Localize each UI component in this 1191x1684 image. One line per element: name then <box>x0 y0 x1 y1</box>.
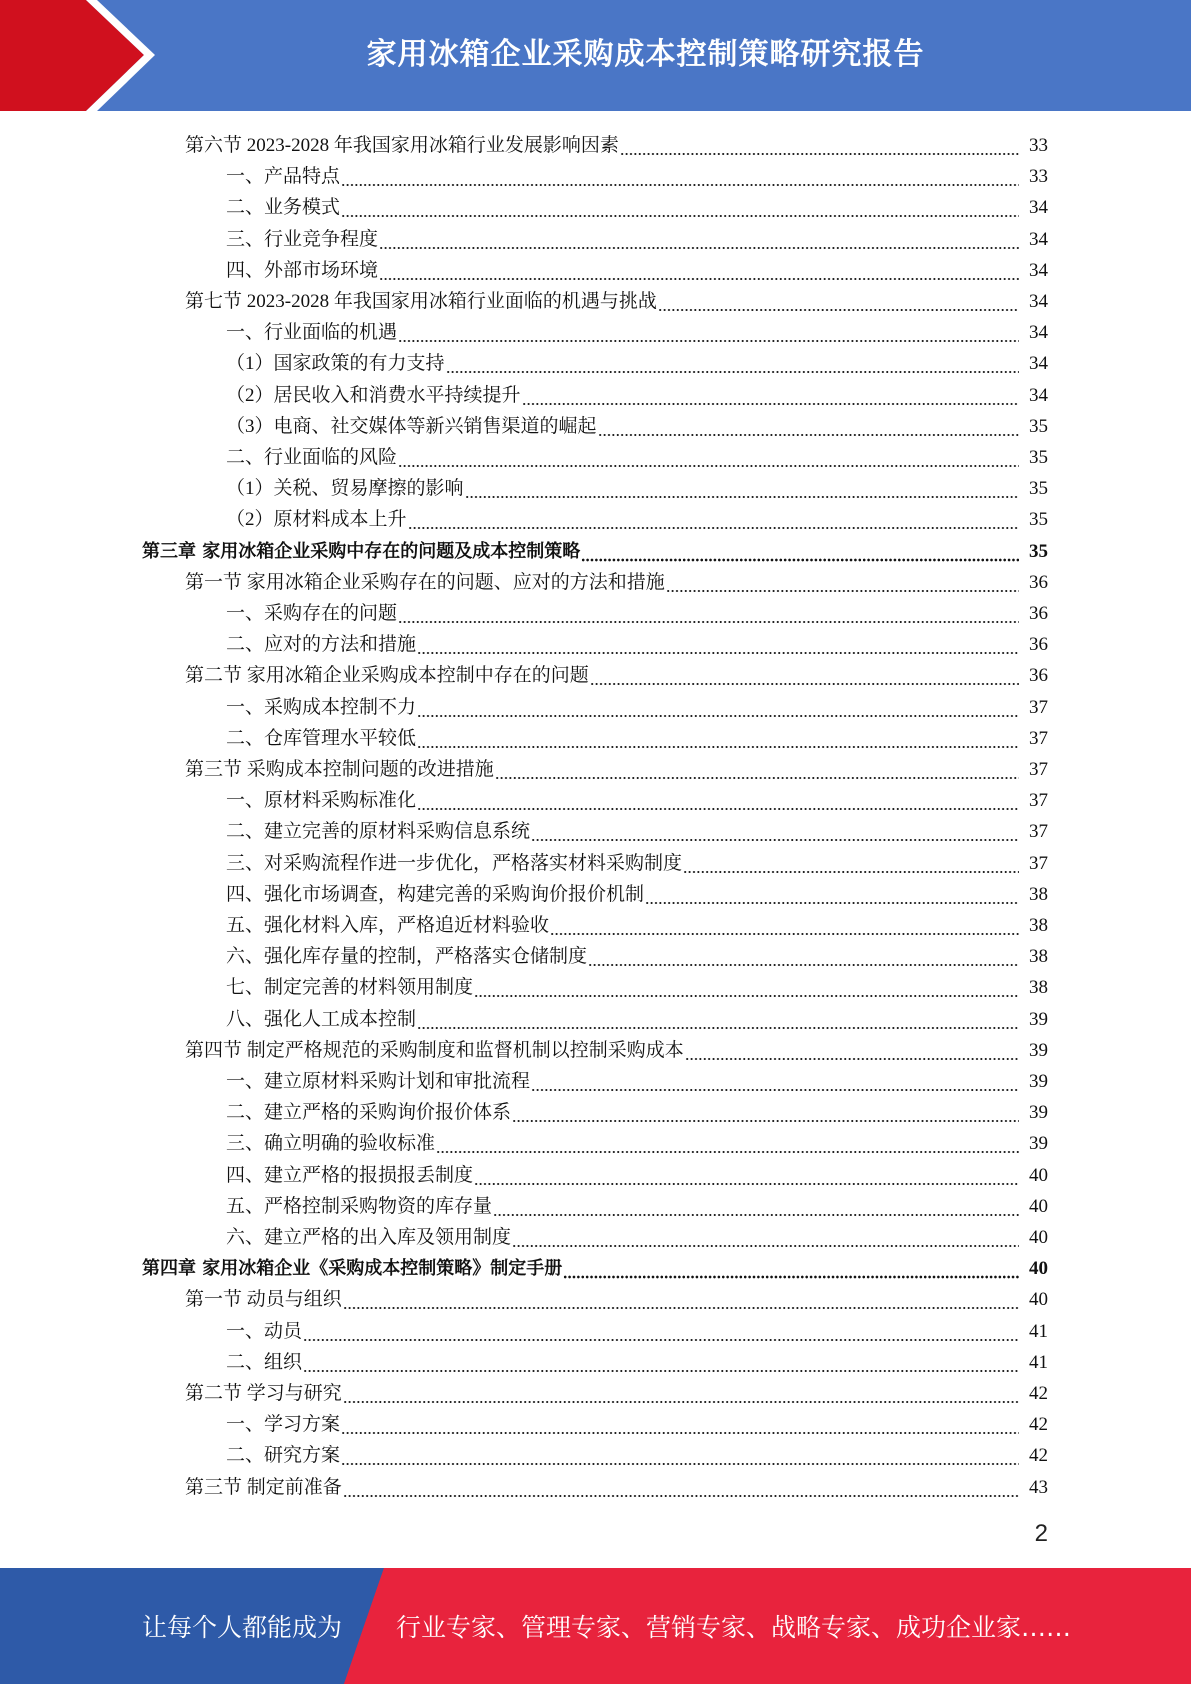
toc-entry-label: 第六节 2023-2028 年我国家用冰箱行业发展影响因素 <box>185 135 619 156</box>
toc-chapter-entry[interactable] <box>142 533 1048 564</box>
toc-dot-leader <box>303 1324 1019 1342</box>
toc-dot-leader <box>341 169 1019 187</box>
toc-item-entry[interactable] <box>226 876 1048 907</box>
toc-dot-leader <box>493 1199 1019 1217</box>
toc-item-entry[interactable] <box>226 189 1048 220</box>
toc-entry-label: 第三章 家用冰箱企业采购中存在的问题及成本控制策略 <box>142 540 581 562</box>
toc-entry-label: 一、采购存在的问题 <box>226 603 398 624</box>
page-header <box>0 0 1191 111</box>
toc-dot-leader <box>417 700 1019 718</box>
toc-dot-leader <box>512 1230 1019 1248</box>
toc-entry-label: （1）关税、贸易摩擦的影响 <box>226 478 464 500</box>
toc-entry-page: 37 <box>1029 759 1048 780</box>
toc-entry-page: 39 <box>1029 1071 1048 1092</box>
toc-entry-label: 一、动员 <box>226 1320 303 1342</box>
toc-dot-leader <box>417 731 1019 749</box>
toc-dot-leader <box>398 325 1019 343</box>
toc-entry-page: 34 <box>1029 228 1048 250</box>
toc-entry-label: 五、严格控制采购物资的库存量 <box>226 1195 493 1217</box>
toc-item-entry[interactable] <box>226 969 1048 1000</box>
toc-dot-leader <box>341 1448 1019 1466</box>
toc-dot-leader <box>465 481 1019 499</box>
toc-entry-label: 第四章 家用冰箱企业《采购成本控制策略》制定手册 <box>142 1258 563 1280</box>
toc-entry-label: 七、制定完善的材料领用制度 <box>226 977 474 999</box>
toc-entry-label: 第四节 制定严格规范的采购制度和监督机制以控制采购成本 <box>185 1039 684 1061</box>
page-footer <box>0 1568 1191 1684</box>
toc-entry-page: 38 <box>1029 977 1048 999</box>
toc-item-entry[interactable] <box>226 314 1048 345</box>
toc-entry-label: 二、建立严格的采购询价报价体系 <box>226 1102 512 1124</box>
toc-entry-label: 二、应对的方法和措施 <box>226 634 417 656</box>
toc-entry-label: 二、建立完善的原材料采购信息系统 <box>226 821 531 843</box>
toc-entry-page: 39 <box>1029 1008 1048 1030</box>
toc-entry-page: 37 <box>1029 852 1048 874</box>
toc-entry-label: 第三节 采购成本控制问题的改进措施 <box>185 759 494 780</box>
toc-section-entry[interactable] <box>185 1469 1048 1500</box>
toc-dot-leader <box>474 1168 1019 1186</box>
toc-item-entry[interactable] <box>226 1125 1048 1156</box>
toc-dot-leader <box>343 1480 1019 1498</box>
toc-entry-page: 35 <box>1029 478 1048 500</box>
toc-item-entry[interactable] <box>226 439 1048 470</box>
toc-section-entry[interactable] <box>185 1032 1048 1063</box>
toc-entry-page: 37 <box>1029 821 1048 843</box>
toc-item-entry[interactable] <box>226 221 1048 252</box>
toc-dot-leader <box>588 949 1019 967</box>
toc-entry-page: 33 <box>1029 166 1048 188</box>
toc-dot-leader <box>683 856 1019 874</box>
toc-entry-page: 43 <box>1029 1476 1048 1498</box>
toc-entry-label: 四、强化市场调查，构建完善的采购询价报价机制 <box>226 883 645 905</box>
toc-entry-page: 41 <box>1029 1320 1048 1342</box>
toc-entry-label: 三、确立明确的验收标准 <box>226 1133 436 1155</box>
toc-dot-leader <box>512 1105 1019 1123</box>
toc-entry-label: 一、采购成本控制不力 <box>226 696 417 718</box>
toc-dot-leader <box>666 575 1019 593</box>
toc-dot-leader <box>417 1012 1019 1030</box>
toc-entry-label: 五、强化材料入库，严格追近材料验收 <box>226 915 550 936</box>
toc-entry-page: 34 <box>1029 322 1048 344</box>
toc-entry-page: 38 <box>1029 915 1048 936</box>
toc-entry-label: 第二节 学习与研究 <box>185 1383 342 1404</box>
toc-entry-label: 第二节 家用冰箱企业采购成本控制中存在的问题 <box>185 665 589 687</box>
toc-dot-leader <box>522 388 1019 406</box>
toc-entry-label: 二、业务模式 <box>226 197 341 219</box>
toc-dot-leader <box>379 232 1019 250</box>
toc-entry-page: 37 <box>1029 727 1048 749</box>
toc-dot-leader <box>658 294 1019 312</box>
toc-entry-page: 42 <box>1029 1445 1048 1467</box>
toc-dot-leader <box>598 419 1019 437</box>
toc-item-entry[interactable] <box>226 1313 1048 1344</box>
toc-entry-label: 四、建立严格的报损报丢制度 <box>226 1164 474 1186</box>
toc-entry-label: 第一节 动员与组织 <box>185 1289 342 1311</box>
toc-dot-leader <box>620 138 1019 156</box>
toc-section-entry[interactable] <box>185 1375 1048 1406</box>
toc-dot-leader <box>474 980 1019 998</box>
toc-entry-page: 34 <box>1029 259 1048 281</box>
toc-entry-label: 二、仓库管理水平较低 <box>226 727 417 749</box>
toc-entry-page: 37 <box>1029 696 1048 718</box>
toc-chapter-entry[interactable] <box>142 1250 1048 1281</box>
toc-item-entry[interactable] <box>226 377 1048 408</box>
toc-entry-label: 第七节 2023-2028 年我国家用冰箱行业面临的机遇与挑战 <box>185 291 657 312</box>
toc-dot-leader <box>550 918 1019 936</box>
toc-entry-label: （2）居民收入和消费水平持续提升 <box>226 384 521 406</box>
toc-entry-page: 36 <box>1029 665 1048 687</box>
toc-entry-label: 六、建立严格的出入库及领用制度 <box>226 1227 512 1248</box>
toc-entry-page: 39 <box>1029 1133 1048 1155</box>
toc-dot-leader <box>645 887 1019 905</box>
toc-dot-leader <box>581 544 1019 562</box>
toc-entry-label: 三、对采购流程作进一步优化，严格落实材料采购制度 <box>226 852 683 874</box>
footer-slogan-left: 让每个人都能成为 <box>142 1613 343 1642</box>
toc-entry-label: 三、行业竞争程度 <box>226 228 379 250</box>
toc-item-entry[interactable] <box>226 158 1048 189</box>
toc-dot-leader <box>531 1074 1019 1092</box>
toc-entry-label: 一、行业面临的机遇 <box>226 322 398 344</box>
toc-item-entry[interactable] <box>226 626 1048 657</box>
toc-item-entry[interactable] <box>226 782 1048 813</box>
toc-entry-page: 39 <box>1029 1039 1048 1061</box>
toc-dot-leader <box>341 200 1019 218</box>
toc-entry-label: 第三节 制定前准备 <box>185 1476 342 1498</box>
toc-dot-leader <box>398 450 1019 468</box>
toc-dot-leader <box>436 1136 1019 1154</box>
toc-entry-label: 一、学习方案 <box>226 1414 341 1436</box>
toc-item-entry[interactable] <box>226 1219 1048 1250</box>
toc-dot-leader <box>417 637 1019 655</box>
toc-entry-page: 41 <box>1029 1351 1048 1373</box>
toc-entry-page: 33 <box>1029 135 1048 156</box>
toc-entry-page: 36 <box>1029 634 1048 656</box>
toc-dot-leader <box>531 824 1019 842</box>
toc-item-entry[interactable] <box>226 501 1048 532</box>
footer-slogan-right: 行业专家、管理专家、营销专家、战略专家、成功企业家…… <box>396 1613 1072 1642</box>
toc-item-entry[interactable] <box>226 720 1048 751</box>
toc-dot-leader <box>343 1386 1019 1404</box>
document-title: 家用冰箱企业采购成本控制策略研究报告 <box>366 37 925 72</box>
toc-section-entry[interactable] <box>185 283 1048 314</box>
toc-item-entry[interactable] <box>226 845 1048 876</box>
toc-entry-label: 二、行业面临的风险 <box>226 447 398 468</box>
toc-entry-page: 40 <box>1029 1258 1048 1280</box>
toc-item-entry[interactable] <box>226 252 1048 283</box>
toc-item-entry[interactable] <box>226 1157 1048 1188</box>
toc-item-entry[interactable] <box>226 470 1048 501</box>
toc-entry-page: 39 <box>1029 1102 1048 1124</box>
toc-entry-page: 35 <box>1029 415 1048 437</box>
toc-dot-leader <box>417 793 1019 811</box>
toc-dot-leader <box>398 606 1019 624</box>
toc-entry-page: 35 <box>1029 540 1048 562</box>
toc-entry-page: 40 <box>1029 1227 1048 1248</box>
toc-entry-page: 37 <box>1029 790 1048 812</box>
toc-entry-page: 36 <box>1029 571 1048 593</box>
toc-item-entry[interactable] <box>226 1344 1048 1375</box>
toc-dot-leader <box>379 263 1019 281</box>
toc-section-entry[interactable] <box>185 127 1048 158</box>
toc-entry-label: 六、强化库存量的控制，严格落实仓储制度 <box>226 946 588 968</box>
toc-entry-label: 一、原材料采购标准化 <box>226 790 417 812</box>
toc-entry-page: 42 <box>1029 1383 1048 1404</box>
toc-entry-page: 34 <box>1029 384 1048 406</box>
toc-entry-label: 一、建立原材料采购计划和审批流程 <box>226 1071 531 1092</box>
toc-entry-page: 40 <box>1029 1164 1048 1186</box>
toc-entry-label: 第一节 家用冰箱企业采购存在的问题、应对的方法和措施 <box>185 571 665 593</box>
toc-dot-leader <box>303 1355 1019 1373</box>
toc-entry-label: 二、研究方案 <box>226 1445 341 1467</box>
toc-dot-leader <box>446 356 1019 374</box>
toc-entry-label: （1）国家政策的有力支持 <box>226 353 445 375</box>
toc-item-entry[interactable] <box>226 1001 1048 1032</box>
toc-item-entry[interactable] <box>226 1437 1048 1468</box>
toc-item-entry[interactable] <box>226 813 1048 844</box>
toc-dot-leader <box>343 1292 1019 1310</box>
toc-entry-page: 35 <box>1029 447 1048 468</box>
page-number: 2 <box>1034 1520 1048 1547</box>
toc-dot-leader <box>408 512 1019 530</box>
toc-entry-page: 34 <box>1029 353 1048 375</box>
toc-dot-leader <box>590 668 1019 686</box>
toc-item-entry[interactable] <box>226 938 1048 969</box>
toc-dot-leader <box>495 762 1019 780</box>
toc-section-entry[interactable] <box>185 751 1048 782</box>
toc-entry-label: 八、强化人工成本控制 <box>226 1008 417 1030</box>
toc-entry-page: 34 <box>1029 197 1048 219</box>
toc-dot-leader <box>563 1261 1019 1279</box>
toc-item-entry[interactable] <box>226 1188 1048 1219</box>
toc-entry-page: 35 <box>1029 509 1048 531</box>
toc-dot-leader <box>685 1043 1019 1061</box>
toc-item-entry[interactable] <box>226 345 1048 376</box>
toc-section-entry[interactable] <box>185 564 1048 595</box>
toc-entry-label: 二、组织 <box>226 1351 303 1373</box>
toc-item-entry[interactable] <box>226 595 1048 626</box>
toc-item-entry[interactable] <box>226 1406 1048 1437</box>
toc-item-entry[interactable] <box>226 689 1048 720</box>
toc-dot-leader <box>341 1417 1019 1435</box>
toc-entry-page: 38 <box>1029 946 1048 968</box>
toc-item-entry[interactable] <box>226 1063 1048 1094</box>
toc-entry-page: 42 <box>1029 1414 1048 1436</box>
toc-entry-label: 一、产品特点 <box>226 166 341 188</box>
toc-entry-page: 40 <box>1029 1289 1048 1311</box>
toc-entry-page: 40 <box>1029 1195 1048 1217</box>
toc-item-entry[interactable] <box>226 408 1048 439</box>
toc-section-entry[interactable] <box>185 1281 1048 1312</box>
toc-entry-page: 38 <box>1029 883 1048 905</box>
toc-entry-label: （2）原材料成本上升 <box>226 509 407 531</box>
toc-entry-page: 34 <box>1029 291 1048 312</box>
toc-item-entry[interactable] <box>226 907 1048 938</box>
toc-item-entry[interactable] <box>226 1094 1048 1125</box>
toc-entry-page: 36 <box>1029 603 1048 624</box>
toc-entry-label: （3）电商、社交媒体等新兴销售渠道的崛起 <box>226 415 597 437</box>
toc-entry-label: 四、外部市场环境 <box>226 259 379 281</box>
toc-section-entry[interactable] <box>185 657 1048 688</box>
